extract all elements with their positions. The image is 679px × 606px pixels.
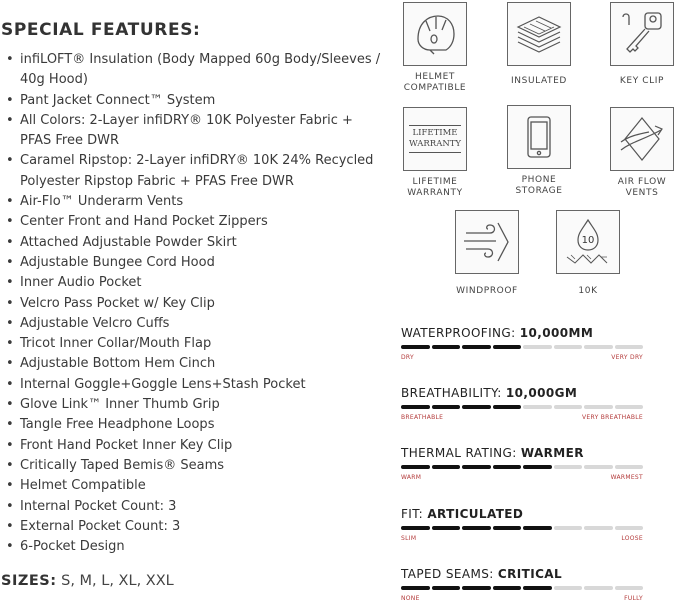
rating-name: BREATHABILITY: <box>401 386 502 400</box>
rating-segment-filled <box>493 345 522 349</box>
rating-block <box>401 567 643 602</box>
rating-value: WARMER <box>520 446 584 460</box>
bullet-icon: • <box>6 275 14 291</box>
rating-segment-empty <box>615 465 644 469</box>
feature-text: Caramel Ripstop: 2-Layer infiDRY® 10K 24% Recycled <box>20 153 374 169</box>
feature-item <box>4 314 374 334</box>
icon-label-line1: INSULATED <box>511 76 567 86</box>
waterproof-10k-icon <box>556 210 620 274</box>
key-clip-icon <box>610 2 674 66</box>
feature-text: Velcro Pass Pocket w/ Key Clip <box>20 295 215 311</box>
rating-segment-empty <box>615 586 644 590</box>
lifetime-warranty-icon <box>403 107 467 171</box>
bullet-icon: • <box>6 478 14 494</box>
icon-tile-air-flow-vents <box>607 107 677 199</box>
feature-item <box>4 476 374 496</box>
rating-segment-empty <box>523 405 552 409</box>
rating-scale-bar <box>401 526 643 530</box>
rating-segment-filled <box>432 526 461 530</box>
feature-text: infiLOFT® Insulation (Body Mapped 60g Body/Sleeves / <box>20 52 381 67</box>
rating-low-label: NONE <box>401 595 420 602</box>
rating-segment-filled <box>432 465 461 469</box>
rating-segment-filled <box>462 586 491 590</box>
icon-tile-insulated <box>504 2 574 87</box>
bullet-icon: • <box>6 336 14 352</box>
icon-label-line2: COMPATIBLE <box>403 83 467 93</box>
feature-text: 6-Pocket Design <box>20 539 125 555</box>
feature-text: External Pocket Count: 3 <box>20 518 181 534</box>
rating-high-label: WARMEST <box>610 474 643 481</box>
rating-block <box>401 326 643 361</box>
rating-scale-labels <box>401 595 643 602</box>
feature-text: Tricot Inner Collar/Mouth Flap <box>20 336 212 352</box>
icon-tile-key-clip <box>607 2 677 87</box>
feature-item <box>4 111 374 131</box>
rating-scale-bar <box>401 465 643 469</box>
feature-item <box>4 294 374 314</box>
rating-segment-filled <box>462 345 491 349</box>
rating-high-label: VERY BREATHABLE <box>582 414 643 421</box>
bullet-icon: • <box>6 254 14 270</box>
rating-title <box>401 446 643 460</box>
rating-segment-empty <box>554 405 583 409</box>
feature-item <box>4 131 374 151</box>
bullet-icon: • <box>6 234 14 250</box>
rating-high-label: FULLY <box>624 595 643 602</box>
feature-item <box>4 212 374 232</box>
icon-label-line2: WARRANTY <box>407 188 463 198</box>
icon-tile-lifetime-warranty <box>400 107 470 199</box>
insulated-icon <box>507 2 571 66</box>
rating-block <box>401 386 643 421</box>
rating-value: 10,000MM <box>519 326 594 340</box>
bullet-icon: • <box>6 112 14 128</box>
rating-scale-labels <box>401 354 643 361</box>
icon-label-line1: LIFETIME <box>412 177 458 187</box>
feature-text: Adjustable Velcro Cuffs <box>20 315 170 331</box>
icon-label-line1: 10K <box>578 286 598 296</box>
rating-scale-bar <box>401 345 643 349</box>
rating-scale-bar <box>401 405 643 409</box>
rating-segment-filled <box>493 526 522 530</box>
feature-item <box>4 517 374 537</box>
icon-tile-helmet <box>400 2 470 94</box>
sizes-line <box>1 573 174 589</box>
special-features-title: SPECIAL FEATURES: <box>1 20 201 40</box>
bullet-icon: • <box>6 194 14 210</box>
warranty-badge-line1: LIFETIME <box>412 128 458 138</box>
icon-label-line1: HELMET <box>414 72 456 82</box>
bullet-icon: • <box>6 539 14 555</box>
bullet-icon: • <box>6 295 14 311</box>
feature-text: Helmet Compatible <box>20 478 146 494</box>
feature-item <box>4 253 374 273</box>
feature-item <box>4 354 374 374</box>
rating-segment-filled <box>462 405 491 409</box>
rating-high-label: LOOSE <box>621 535 643 542</box>
feature-text: Tangle Free Headphone Loops <box>20 417 215 433</box>
feature-text: 40g Hood) <box>20 72 88 88</box>
rating-segment-filled <box>523 586 552 590</box>
rating-segment-empty <box>615 405 644 409</box>
feature-item <box>4 415 374 435</box>
waterproof-rating-text: 10 <box>581 235 595 246</box>
rating-block <box>401 507 643 542</box>
feature-item <box>4 233 374 253</box>
icon-label-line1: WINDPROOF <box>456 286 518 296</box>
sizes-values: S, M, L, XL, XXL <box>61 573 174 589</box>
bullet-icon: • <box>6 153 14 169</box>
bullet-icon: • <box>6 92 14 108</box>
rating-segment-filled <box>401 345 430 349</box>
rating-segment-filled <box>493 465 522 469</box>
rating-title <box>401 507 643 521</box>
rating-low-label: DRY <box>401 354 414 361</box>
feature-item <box>4 70 374 90</box>
rating-segment-empty <box>584 465 613 469</box>
windproof-icon <box>455 210 519 274</box>
features-list <box>4 50 381 557</box>
sizes-label: SIZES: <box>1 573 57 589</box>
feature-item <box>4 50 381 70</box>
rating-title <box>401 326 643 340</box>
rating-title <box>401 567 643 581</box>
rating-segment-filled <box>523 526 552 530</box>
rating-block <box>401 446 643 481</box>
rating-low-label: WARM <box>401 474 422 481</box>
rating-segment-empty <box>615 345 644 349</box>
rating-segment-filled <box>432 405 461 409</box>
rating-segment-empty <box>554 345 583 349</box>
rating-value: ARTICULATED <box>427 507 524 521</box>
icon-tile-windproof <box>452 210 522 297</box>
feature-text: Polyester Ripstop Fabric + PFAS Free DWR <box>20 173 294 189</box>
rating-scale-labels <box>401 474 643 481</box>
helmet-icon <box>403 2 467 66</box>
feature-item <box>4 91 374 111</box>
feature-item <box>4 192 374 212</box>
rating-segment-filled <box>462 526 491 530</box>
rating-segment-filled <box>432 586 461 590</box>
rating-name: TAPED SEAMS: <box>401 567 494 581</box>
bullet-icon: • <box>6 356 14 372</box>
feature-item <box>4 172 374 192</box>
feature-text: Adjustable Bungee Cord Hood <box>20 254 215 270</box>
rating-name: THERMAL RATING: <box>401 446 517 460</box>
rating-segment-filled <box>493 586 522 590</box>
rating-name: WATERPROOFING: <box>401 326 516 340</box>
feature-item <box>4 537 374 557</box>
rating-value: CRITICAL <box>497 567 563 581</box>
air-flow-vents-icon <box>610 107 674 171</box>
feature-item <box>4 436 374 456</box>
icon-label-line1: PHONE <box>521 175 557 185</box>
rating-segment-filled <box>401 465 430 469</box>
icon-label-line2: VENTS <box>625 188 659 198</box>
rating-segment-filled <box>432 345 461 349</box>
feature-text: Adjustable Bottom Hem Cinch <box>20 356 216 372</box>
icon-tile-phone-storage <box>504 105 574 197</box>
rating-high-label: VERY DRY <box>611 354 643 361</box>
rating-value: 10,000GM <box>505 386 578 400</box>
rating-segment-filled <box>401 586 430 590</box>
rating-segment-empty <box>523 345 552 349</box>
phone-storage-icon <box>507 105 571 169</box>
icon-tile-waterproof-10k <box>553 210 623 297</box>
rating-scale-labels <box>401 535 643 542</box>
rating-scale-labels <box>401 414 643 421</box>
bullet-icon: • <box>6 457 14 473</box>
feature-item <box>4 456 374 476</box>
rating-segment-filled <box>523 465 552 469</box>
rating-segment-empty <box>584 345 613 349</box>
feature-text: All Colors: 2-Layer infiDRY® 10K Polyester Fabric + <box>20 112 353 128</box>
feature-text: PFAS Free DWR <box>20 133 120 149</box>
rating-low-label: SLIM <box>401 535 417 542</box>
bullet-icon: • <box>6 214 14 230</box>
icon-label-line2: STORAGE <box>515 186 563 196</box>
feature-text: Pant Jacket Connect™ System <box>20 92 216 108</box>
feature-text: Critically Taped Bemis® Seams <box>20 457 225 473</box>
feature-text: Inner Audio Pocket <box>20 275 142 291</box>
feature-text: Attached Adjustable Powder Skirt <box>20 234 237 250</box>
bullet-icon: • <box>6 376 14 392</box>
rating-title <box>401 386 643 400</box>
feature-text: Center Front and Hand Pocket Zippers <box>20 214 268 230</box>
feature-item <box>4 151 374 171</box>
bullet-icon: • <box>6 417 14 433</box>
rating-scale-bar <box>401 586 643 590</box>
rating-low-label: BREATHABLE <box>401 414 444 421</box>
bullet-icon: • <box>6 437 14 453</box>
feature-text: Air-Flo™ Underarm Vents <box>20 194 184 210</box>
warranty-badge-line2: WARRANTY <box>408 139 462 149</box>
rating-segment-empty <box>584 586 613 590</box>
feature-item <box>4 273 374 293</box>
feature-text: Front Hand Pocket Inner Key Clip <box>20 437 233 453</box>
rating-name: FIT: <box>401 507 424 521</box>
rating-segment-empty <box>584 405 613 409</box>
rating-segment-empty <box>615 526 644 530</box>
bullet-icon: • <box>6 52 14 67</box>
rating-segment-empty <box>584 526 613 530</box>
rating-segment-filled <box>462 465 491 469</box>
feature-text: Glove Link™ Inner Thumb Grip <box>20 397 220 413</box>
feature-item <box>4 334 374 354</box>
rating-segment-empty <box>554 465 583 469</box>
feature-text: Internal Goggle+Goggle Lens+Stash Pocket <box>20 376 306 392</box>
bullet-icon: • <box>6 315 14 331</box>
icon-label-line1: KEY CLIP <box>619 76 665 86</box>
icon-label-line1: AIR FLOW <box>617 177 667 187</box>
bullet-icon: • <box>6 518 14 534</box>
rating-segment-filled <box>401 526 430 530</box>
rating-segment-filled <box>401 405 430 409</box>
feature-text: Internal Pocket Count: 3 <box>20 498 177 514</box>
rating-segment-filled <box>493 405 522 409</box>
rating-segment-empty <box>554 526 583 530</box>
feature-item <box>4 497 374 517</box>
rating-segment-empty <box>554 586 583 590</box>
bullet-icon: • <box>6 498 14 514</box>
feature-item <box>4 395 374 415</box>
feature-item <box>4 375 374 395</box>
bullet-icon: • <box>6 397 14 413</box>
